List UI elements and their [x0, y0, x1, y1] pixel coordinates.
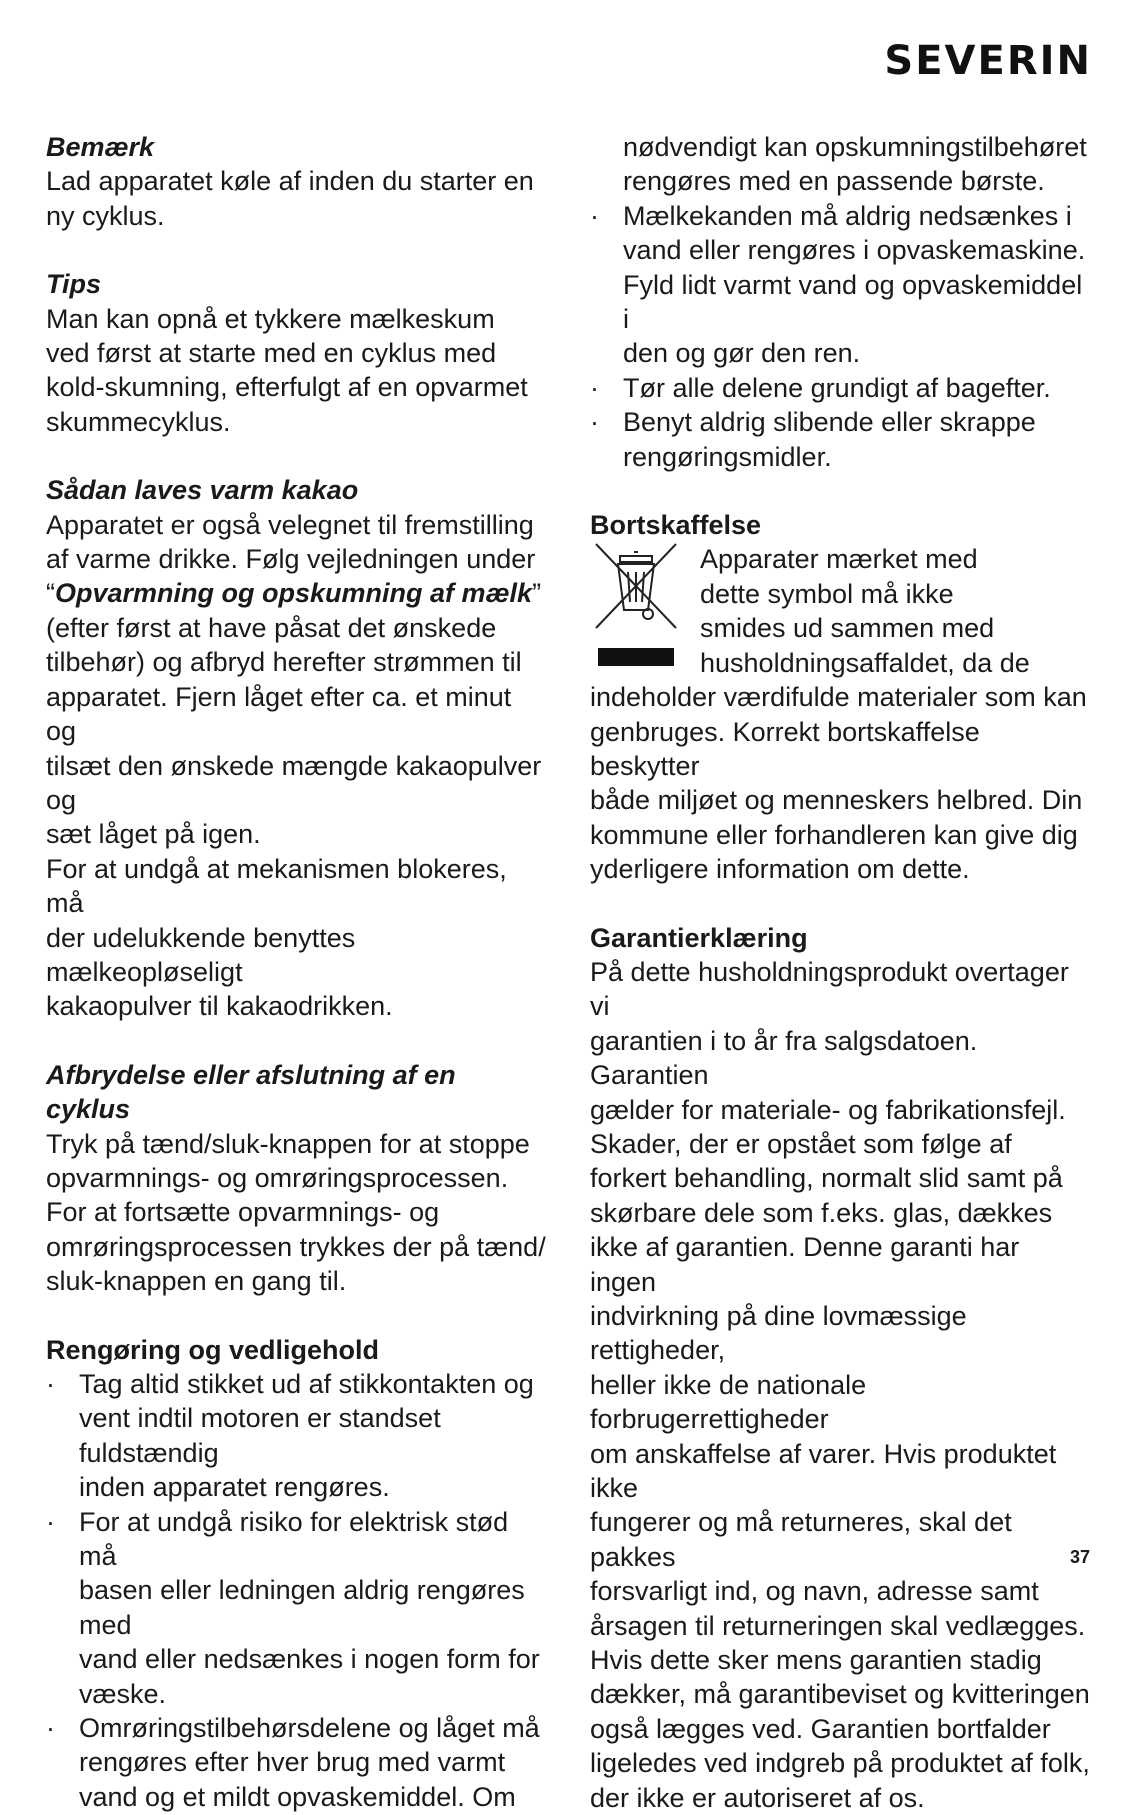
text-line: Mælkekanden må aldrig nedsænkes i — [623, 200, 1072, 231]
text-line: Lad apparatet køle af inden du starter en — [46, 166, 534, 197]
text-line: Fyld lidt varmt vand og opvaskemiddel i — [623, 269, 1083, 335]
text-line: kommune eller forhandleren kan give dig — [590, 819, 1078, 850]
text-line: Skader, der er opstået som følge af — [590, 1128, 1012, 1159]
text-line: dette symbol må ikke — [700, 578, 954, 609]
text-line: dækker, må garantibeviset og kvitteringen — [590, 1679, 1090, 1710]
bullet-marker: · — [590, 372, 599, 403]
tips-text — [46, 302, 546, 440]
text-line: fungerer og må returneres, skal det pakkes — [590, 1507, 1012, 1572]
text-line: indeholder værdifulde materialer som kan — [590, 682, 1087, 713]
text-line: væske. — [79, 1678, 167, 1709]
text-line: ikke af garantien. Denne garanti har ingen — [590, 1232, 1020, 1297]
crossed-bin-icon — [590, 542, 700, 680]
text-line: genbruges. Korrekt bortskaffelse beskytter — [590, 716, 980, 781]
text-line: vand eller rengøres i opvaskemaskine. — [623, 235, 1086, 266]
text-line: kold-skumning, efterfulgt af en opvarmet — [46, 372, 528, 403]
text-line: skummecyklus. — [46, 406, 231, 437]
text-line: For at undgå risiko for elektrisk stød må — [79, 1506, 509, 1572]
bullet-marker: · — [590, 407, 599, 438]
text-line: skørbare dele som f.eks. glas, dækkes — [590, 1197, 1053, 1228]
text-line: vent indtil motoren er standset fuldstændig — [79, 1403, 441, 1468]
cocoa-line-1: Apparatet er også velegnet til fremstilling — [46, 509, 534, 540]
text-line: forkert behandling, normalt slid samt på — [590, 1163, 1063, 1194]
stop-text — [46, 1127, 546, 1299]
text-line: nødvendigt kan opskumningstilbehøret — [623, 132, 1087, 162]
cocoa-heading: Sådan laves varm kakao — [46, 475, 359, 506]
cleaning-heading: Rengøring og vedligehold — [46, 1334, 379, 1365]
cocoa-reference-title: Opvarmning og opskumning af mælk — [55, 578, 533, 609]
text-line: den og gør den ren. — [623, 338, 861, 369]
cleaning-bullet-5 — [590, 371, 1090, 405]
text-line: Man kan opnå et tykkere mælkeskum — [46, 303, 495, 334]
warranty-text — [590, 955, 1090, 1815]
disposal-heading: Bortskaffelse — [590, 510, 762, 541]
text-line: både miljøet og menneskers helbred. Din — [590, 785, 1083, 816]
text-line: der ikke er autoriseret af os. — [590, 1782, 925, 1813]
bullet-marker: · — [46, 1369, 55, 1399]
text-line: For at undgå at mekanismen blokeres, må — [46, 853, 507, 919]
cleaning-bullet-6 — [590, 405, 1090, 474]
text-line: rengøres efter hver brug med varmt — [79, 1747, 506, 1778]
cocoa-line-2: af varme drikke. Følg vejledningen under — [46, 544, 536, 575]
text-line: For at fortsætte opvarmnings- og — [46, 1197, 440, 1228]
text-line: yderligere information om dette. — [590, 854, 970, 885]
text-line: (efter først at have påsat det ønskede — [46, 612, 497, 643]
text-line: Benyt aldrig slibende eller skrappe — [623, 407, 1036, 438]
text-line: omrøringsprocessen trykkes der på tænd/ — [46, 1231, 546, 1262]
text-line: Omrøringstilbehørsdelene og låget må — [79, 1713, 540, 1744]
stop-heading: Afbrydelse eller afslutning af en cyklus — [46, 1059, 456, 1125]
text-line: ny cyklus. — [46, 200, 165, 231]
text-line: sluk-knappen en gang til. — [46, 1266, 347, 1297]
text-line: På dette husholdningsprodukt overtager vi — [590, 956, 1069, 1022]
text-line: tilsæt den ønskede mængde kakaopulver og — [46, 750, 542, 815]
text-line: vand eller nedsænkes i nogen form for — [79, 1644, 540, 1675]
text-line: om anskaffelse af varer. Hvis produktet ikke — [590, 1438, 1057, 1504]
text-line: Hvis dette sker mens garantien stadig — [590, 1645, 1042, 1676]
bullet-marker: · — [46, 1713, 55, 1744]
cocoa-text — [46, 611, 546, 1024]
text-line: gælder for materiale- og fabrikationsfejl. — [590, 1094, 1066, 1125]
warranty-heading: Garantierklæring — [590, 922, 808, 953]
tips-heading: Tips — [46, 269, 102, 300]
text-line: Apparater mærket med — [700, 544, 978, 575]
text-line: også lægges ved. Garantien bortfalder — [590, 1713, 1051, 1744]
cleaning-bullet-2 — [46, 1505, 546, 1711]
cleaning-bullet-4 — [590, 199, 1090, 371]
cocoa-reference: “Opvarmning og opskumning af mælk” — [46, 578, 542, 609]
right-column — [590, 130, 1090, 1815]
disposal-text — [590, 680, 1090, 886]
text-line: heller ikke de nationale forbrugerrettigheder — [590, 1369, 867, 1435]
text-line: tilbehør) og afbryd herefter strømmen til — [46, 647, 522, 678]
text-line: der udelukkende benyttes mælkeopløseligt — [46, 922, 356, 987]
bullet-marker: · — [46, 1506, 55, 1537]
text-line: indvirkning på dine lovmæssige rettigheder, — [590, 1301, 967, 1366]
text-line: smides ud sammen med — [700, 613, 995, 644]
text-line: apparatet. Fjern låget efter ca. et minut og — [46, 681, 512, 747]
text-line: inden apparatet rengøres. — [79, 1472, 390, 1503]
disposal-text-beside-icon — [700, 542, 1090, 680]
text-line: garantien i to år fra salgsdatoen. Garantien — [590, 1025, 978, 1091]
note-text — [46, 164, 546, 233]
text-line: vand og et mildt opvaskemiddel. Om — [79, 1781, 516, 1812]
page-number: 37 — [1069, 1547, 1090, 1567]
text-line: rengøringsmidler. — [623, 441, 832, 472]
text-line: opvarmnings- og omrøringsprocessen. — [46, 1162, 509, 1193]
text-line: rengøres med en passende børste. — [623, 166, 1045, 197]
left-column — [46, 130, 546, 1814]
text-line: ligeledes ved indgreb på produktet af folk, — [590, 1748, 1090, 1779]
text-line: kakaopulver til kakaodrikken. — [46, 991, 393, 1022]
text-line: husholdningsaffaldet, da de — [700, 647, 1030, 678]
text-line: årsagen til returneringen skal vedlægges. — [590, 1610, 1086, 1641]
text-line: basen eller ledningen aldrig rengøres med — [79, 1575, 525, 1640]
cleaning-bullet-3 — [46, 1711, 546, 1814]
weee-symbol — [590, 542, 682, 676]
text-line: Tag altid stikket ud af stikkontakten og — [79, 1369, 534, 1399]
note-heading: Bemærk — [46, 132, 155, 162]
cleaning-bullet-1 — [46, 1367, 546, 1505]
text-line: forsvarligt ind, og navn, adresse samt — [590, 1576, 1039, 1607]
severin-logo: SEVERIN — [884, 38, 1092, 84]
cleaning-bullet-3-continued — [590, 130, 1090, 199]
text-line: Tryk på tænd/sluk-knappen for at stoppe — [46, 1128, 530, 1159]
text-line: ved først at starte med en cyklus med — [46, 338, 497, 369]
text-line: sæt låget på igen. — [46, 819, 261, 850]
bullet-marker: · — [590, 200, 599, 231]
text-line: Tør alle delene grundigt af bagefter. — [623, 372, 1051, 403]
